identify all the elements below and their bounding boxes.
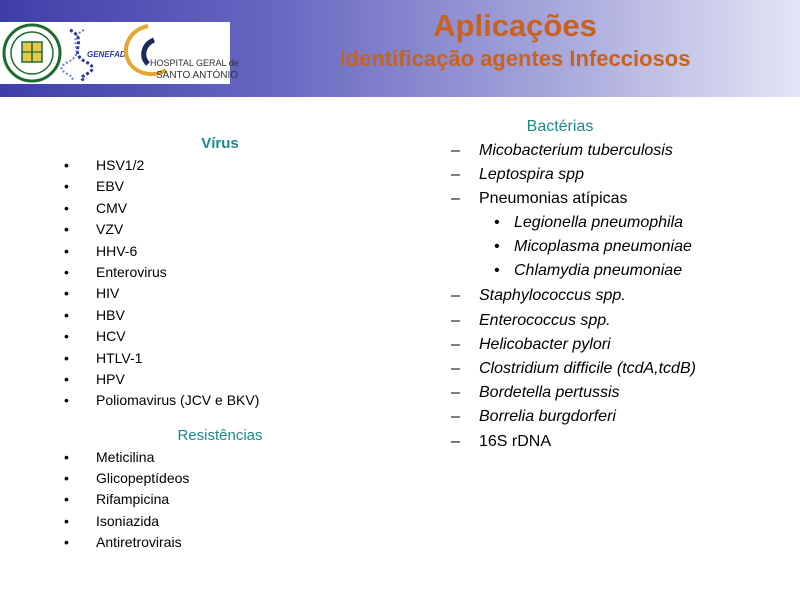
list-item: • Antiretrovirais [60, 532, 380, 553]
list-item: • HBV [60, 305, 380, 326]
list-item: – Bordetella pertussis [450, 381, 780, 405]
list-item: • HPV [60, 369, 380, 390]
bacterias-heading: Bactérias [526, 118, 594, 135]
sub-list-item: • Legionella pneumophila [450, 211, 780, 235]
slide-header [0, 0, 800, 97]
list-item: – 16S rDNA [450, 429, 780, 455]
list-item: – Enterococcus spp. [450, 309, 780, 333]
genefadi-label: GENEFADI [87, 50, 128, 59]
list-item: • HTLV-1 [60, 348, 380, 369]
list-item: • HCV [60, 326, 380, 347]
resistencias-list [60, 447, 380, 554]
hospital-name-line2: SANTO ANTÓNIO [156, 70, 239, 81]
right-column [450, 115, 780, 455]
resistencias-heading: Resistências [177, 426, 263, 444]
university-seal-logo [2, 22, 62, 84]
bacterias-list [450, 139, 780, 455]
sub-list-item: • Chlamydia pneumoniae [450, 259, 780, 283]
list-item: • Enterovirus [60, 262, 380, 283]
list-item: – Pneumonias atípicas [450, 187, 780, 211]
hospital-logo [120, 22, 239, 84]
list-item: • Isoniazida [60, 511, 380, 532]
list-item: – Clostridium difficile (tcdA,tcdB) [450, 357, 780, 381]
slide-subtitle: Identificação agentes Infecciosos [339, 46, 691, 71]
list-item: – Micobacterium tuberculosis [450, 139, 780, 163]
left-column [60, 133, 380, 554]
virus-list [60, 155, 380, 412]
hospital-name-line1: HOSPITAL GERAL de [150, 58, 239, 68]
sub-list-item: • Micoplasma pneumoniae [450, 235, 780, 259]
list-item: – Leptospira spp [450, 163, 780, 187]
virus-heading: Vírus [201, 135, 239, 152]
list-item: • Rifampicina [60, 489, 380, 510]
slide-title: Aplicações [433, 8, 597, 43]
list-item: • EBV [60, 176, 380, 197]
list-item: • VZV [60, 219, 380, 240]
list-item: • HHV-6 [60, 241, 380, 262]
list-item: • HSV1/2 [60, 155, 380, 176]
list-item: • HIV [60, 283, 380, 304]
list-item: – Helicobacter pylori [450, 333, 780, 357]
list-item: • Glicopeptídeos [60, 468, 380, 489]
list-item: – Staphylococcus spp. [450, 283, 780, 309]
slide-title-block [300, 8, 730, 74]
list-item: • Meticilina [60, 447, 380, 468]
list-item: – Borrelia burgdorferi [450, 405, 780, 429]
genefadi-dna-logo [62, 26, 128, 82]
logo-strip [0, 22, 239, 84]
list-item: • Poliomavirus (JCV e BKV) [60, 390, 380, 411]
list-item: • CMV [60, 198, 380, 219]
